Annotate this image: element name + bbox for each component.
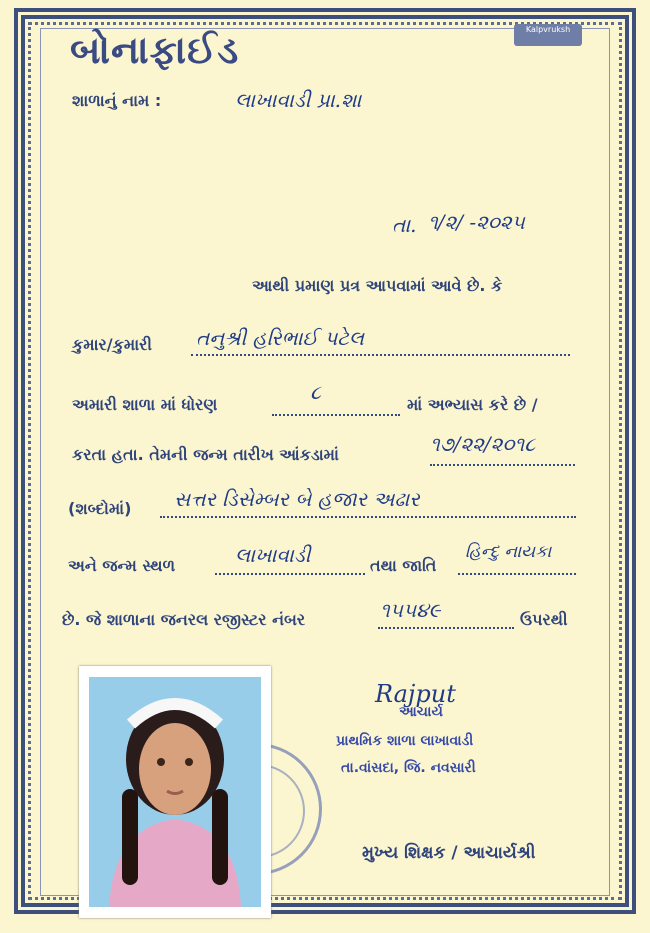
- date-prefix: તા.: [392, 213, 417, 237]
- words-label: (શબ્દોમાં): [68, 499, 132, 518]
- class-label-post: માં અભ્યાસ કરે છે /: [407, 395, 538, 414]
- certificate-title: બોનાફાઈડ: [70, 28, 240, 72]
- dob-in-words: સત્તર ડિસેમ્બર બે હજાર અઢાર: [174, 487, 420, 511]
- date-value: ૧/૨/ -૨૦૨૫: [428, 210, 525, 234]
- class-value: ૮: [310, 380, 321, 404]
- footer-signature-label: મુખ્ય શિક્ષક / આચાર્યશ્રી: [362, 843, 536, 863]
- student-label: કુમાર/કુમારી: [72, 335, 152, 354]
- dob-dotted-line: [430, 464, 575, 466]
- class-label: અમારી શાળા માં ધોરણ: [72, 395, 218, 414]
- principal-label-stamp: આચાર્ય: [399, 704, 443, 720]
- school-name-value: લાખાવાડી પ્રા.શા: [235, 88, 362, 112]
- birthplace-label: અને જન્મ સ્થળ: [68, 556, 176, 575]
- register-label: છે. જે શાળાના જનરલ રજીસ્ટર નંબર: [62, 610, 306, 629]
- student-portrait-image: [89, 677, 261, 907]
- birthplace-dotted-line: [215, 573, 365, 575]
- words-dotted-line: [160, 516, 576, 518]
- student-photo: [79, 666, 271, 918]
- register-dotted-line: [378, 627, 514, 629]
- intro-line: આથી પ્રમાણ પ્રત્ર આપવામાં આવે છે. કે: [252, 276, 503, 295]
- school-name-label: શાળાનું નામ :: [72, 91, 162, 110]
- caste-dotted-line: [458, 573, 576, 575]
- caste-label: તથા જાતિ: [370, 556, 437, 575]
- principal-signature: Rajput: [375, 680, 456, 708]
- register-value: ૧૫૫૪૯: [380, 598, 441, 622]
- dob-value: ૧૭/૨૨/૨૦૧૮: [430, 432, 536, 456]
- register-post: ઉપરથી: [520, 610, 568, 629]
- student-name: તનુશ્રી હરિભાઈ પટેલ: [196, 326, 365, 350]
- brand-logo: Kalpvruksh: [514, 24, 582, 46]
- school-stamp-line-1: પ્રાથમિક શાળા લાખાવાડી: [336, 733, 474, 749]
- school-stamp-line-2: તા.વાંસદા, જિ. નવસારી: [341, 760, 476, 776]
- dob-label: કરતા હતા. તેમની જન્મ તારીખ આંકડામાં: [72, 445, 339, 464]
- caste-value: હિન્દુ નાયકા: [465, 542, 552, 562]
- student-dotted-line: [191, 354, 570, 356]
- class-dotted-line: [272, 414, 400, 416]
- birthplace-value: લાખાવાડી: [235, 543, 311, 567]
